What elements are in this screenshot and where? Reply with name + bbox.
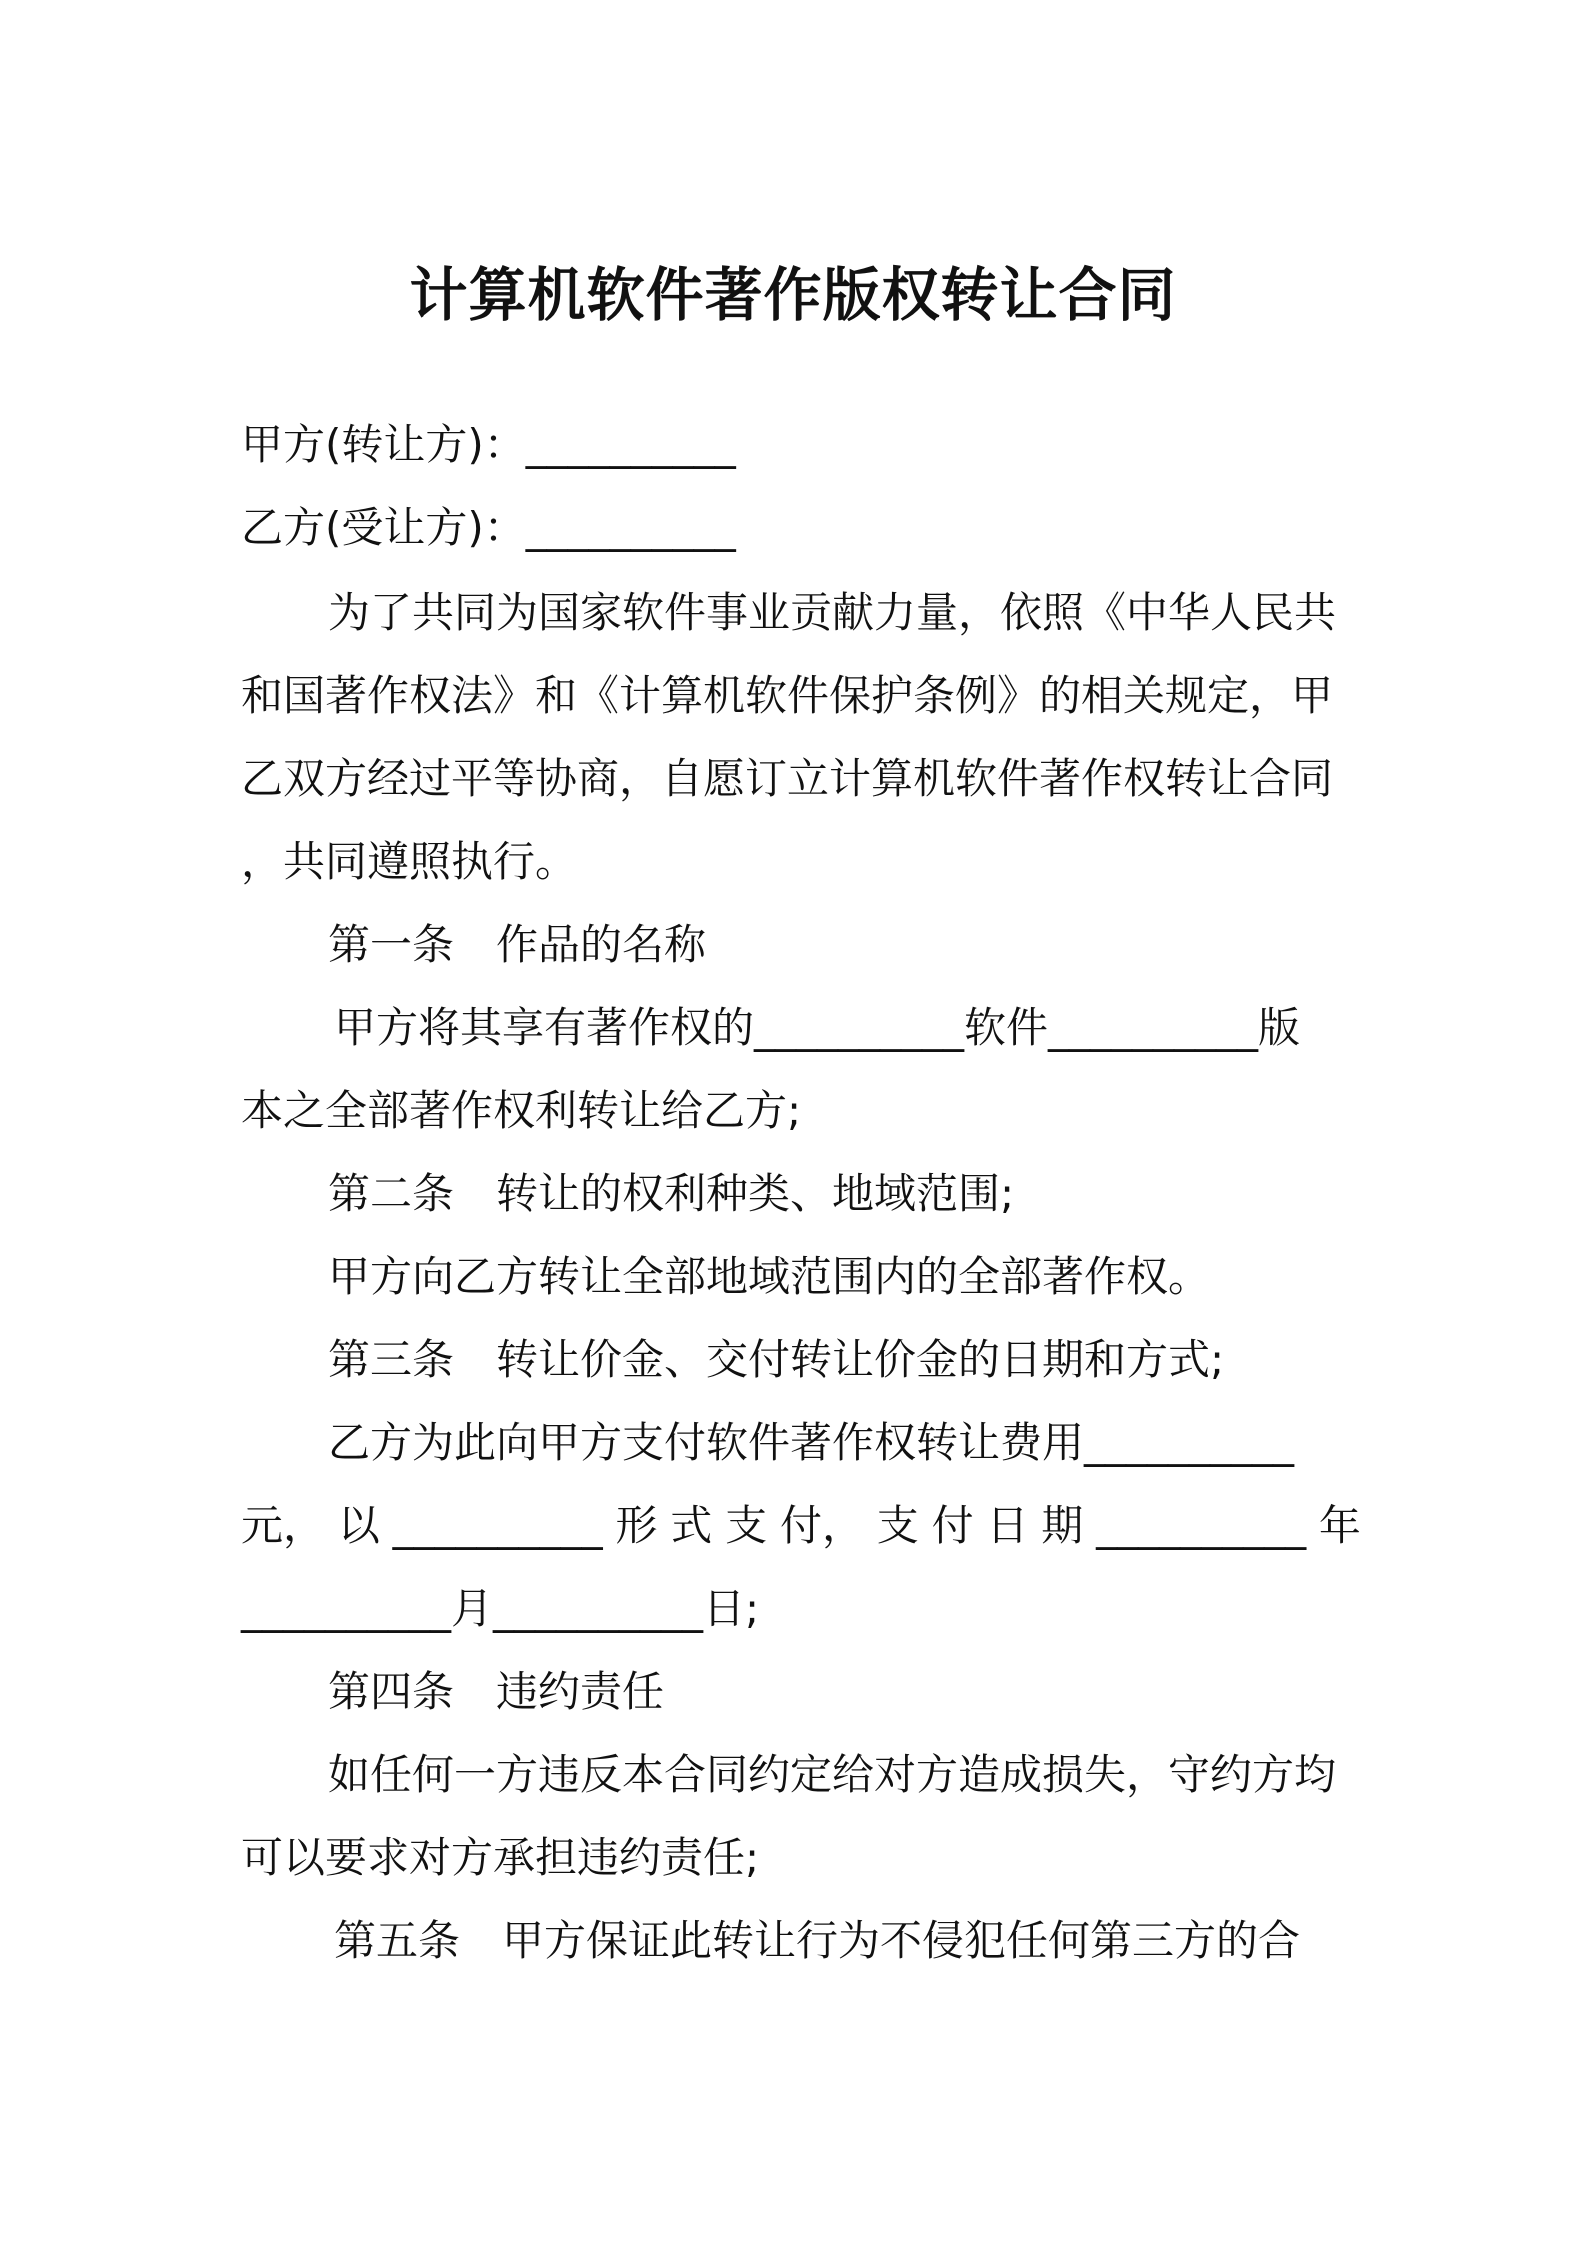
article-1-body-line-1: 甲方将其享有著作权的__________软件__________版 <box>334 1003 1301 1052</box>
preamble-line-3: 乙双方经过平等协商，自愿订立计算机软件著作权转让合同 <box>241 754 1334 803</box>
article-4-heading: 第四条 违约责任 <box>328 1667 665 1716</box>
article-1-heading: 第一条 作品的名称 <box>328 920 707 969</box>
text-fragment: 支 <box>725 1501 768 1550</box>
article-3-body-line-3: __________月__________日; <box>241 1584 760 1633</box>
blank-field: __________ <box>1096 1501 1307 1550</box>
article-4-body-line-2: 可以要求对方承担违约责任; <box>241 1833 760 1882</box>
preamble-line-1 <box>328 583 1361 643</box>
text-fragment: 付， <box>779 1501 864 1550</box>
party-b-line: 乙方(受让方)：__________ <box>241 503 736 552</box>
preamble-line-2: 和国著作权法》和《计算机软件保护条例》的相关规定，甲 <box>241 671 1334 720</box>
preamble-text-1: 为了共同为国家软件事业贡献力量，依照《中华人民共 <box>328 588 1337 637</box>
text-fragment: 支 <box>876 1501 919 1550</box>
article-3-heading: 第三条 转让价金、交付转让价金的日期和方式; <box>328 1335 1225 1384</box>
text-fragment: 日 <box>986 1501 1029 1550</box>
article-2-body: 甲方向乙方转让全部地域范围内的全部著作权。 <box>328 1252 1211 1301</box>
article-5-heading: 第五条 甲方保证此转让行为不侵犯任何第三方的合 <box>334 1916 1301 1965</box>
text-fragment: 年 <box>1318 1501 1361 1550</box>
document-title: 计算机软件著作版权转让合同 <box>409 261 1177 329</box>
text-fragment: 形 <box>615 1501 658 1550</box>
text-fragment: 以 <box>337 1501 380 1550</box>
blank-field: __________ <box>392 1501 603 1550</box>
article-1-body-line-2: 本之全部著作权利转让给乙方; <box>241 1086 802 1135</box>
preamble-line-4: ，共同遵照执行。 <box>241 837 578 886</box>
article-2-heading: 第二条 转让的权利种类、地域范围; <box>328 1169 1015 1218</box>
text-fragment: 式 <box>670 1501 713 1550</box>
text-fragment: 付 <box>931 1501 974 1550</box>
party-a-line: 甲方(转让方)：__________ <box>241 420 736 469</box>
article-3-body-line-2 <box>241 1496 1361 1556</box>
article-3-body-line-1: 乙方为此向甲方支付软件著作权转让费用__________ <box>328 1418 1295 1467</box>
article-4-body-line-1: 如任何一方违反本合同约定给对方造成损失，守约方均 <box>328 1750 1337 1799</box>
text-fragment: 元， <box>241 1501 326 1550</box>
text-fragment: 期 <box>1041 1501 1084 1550</box>
